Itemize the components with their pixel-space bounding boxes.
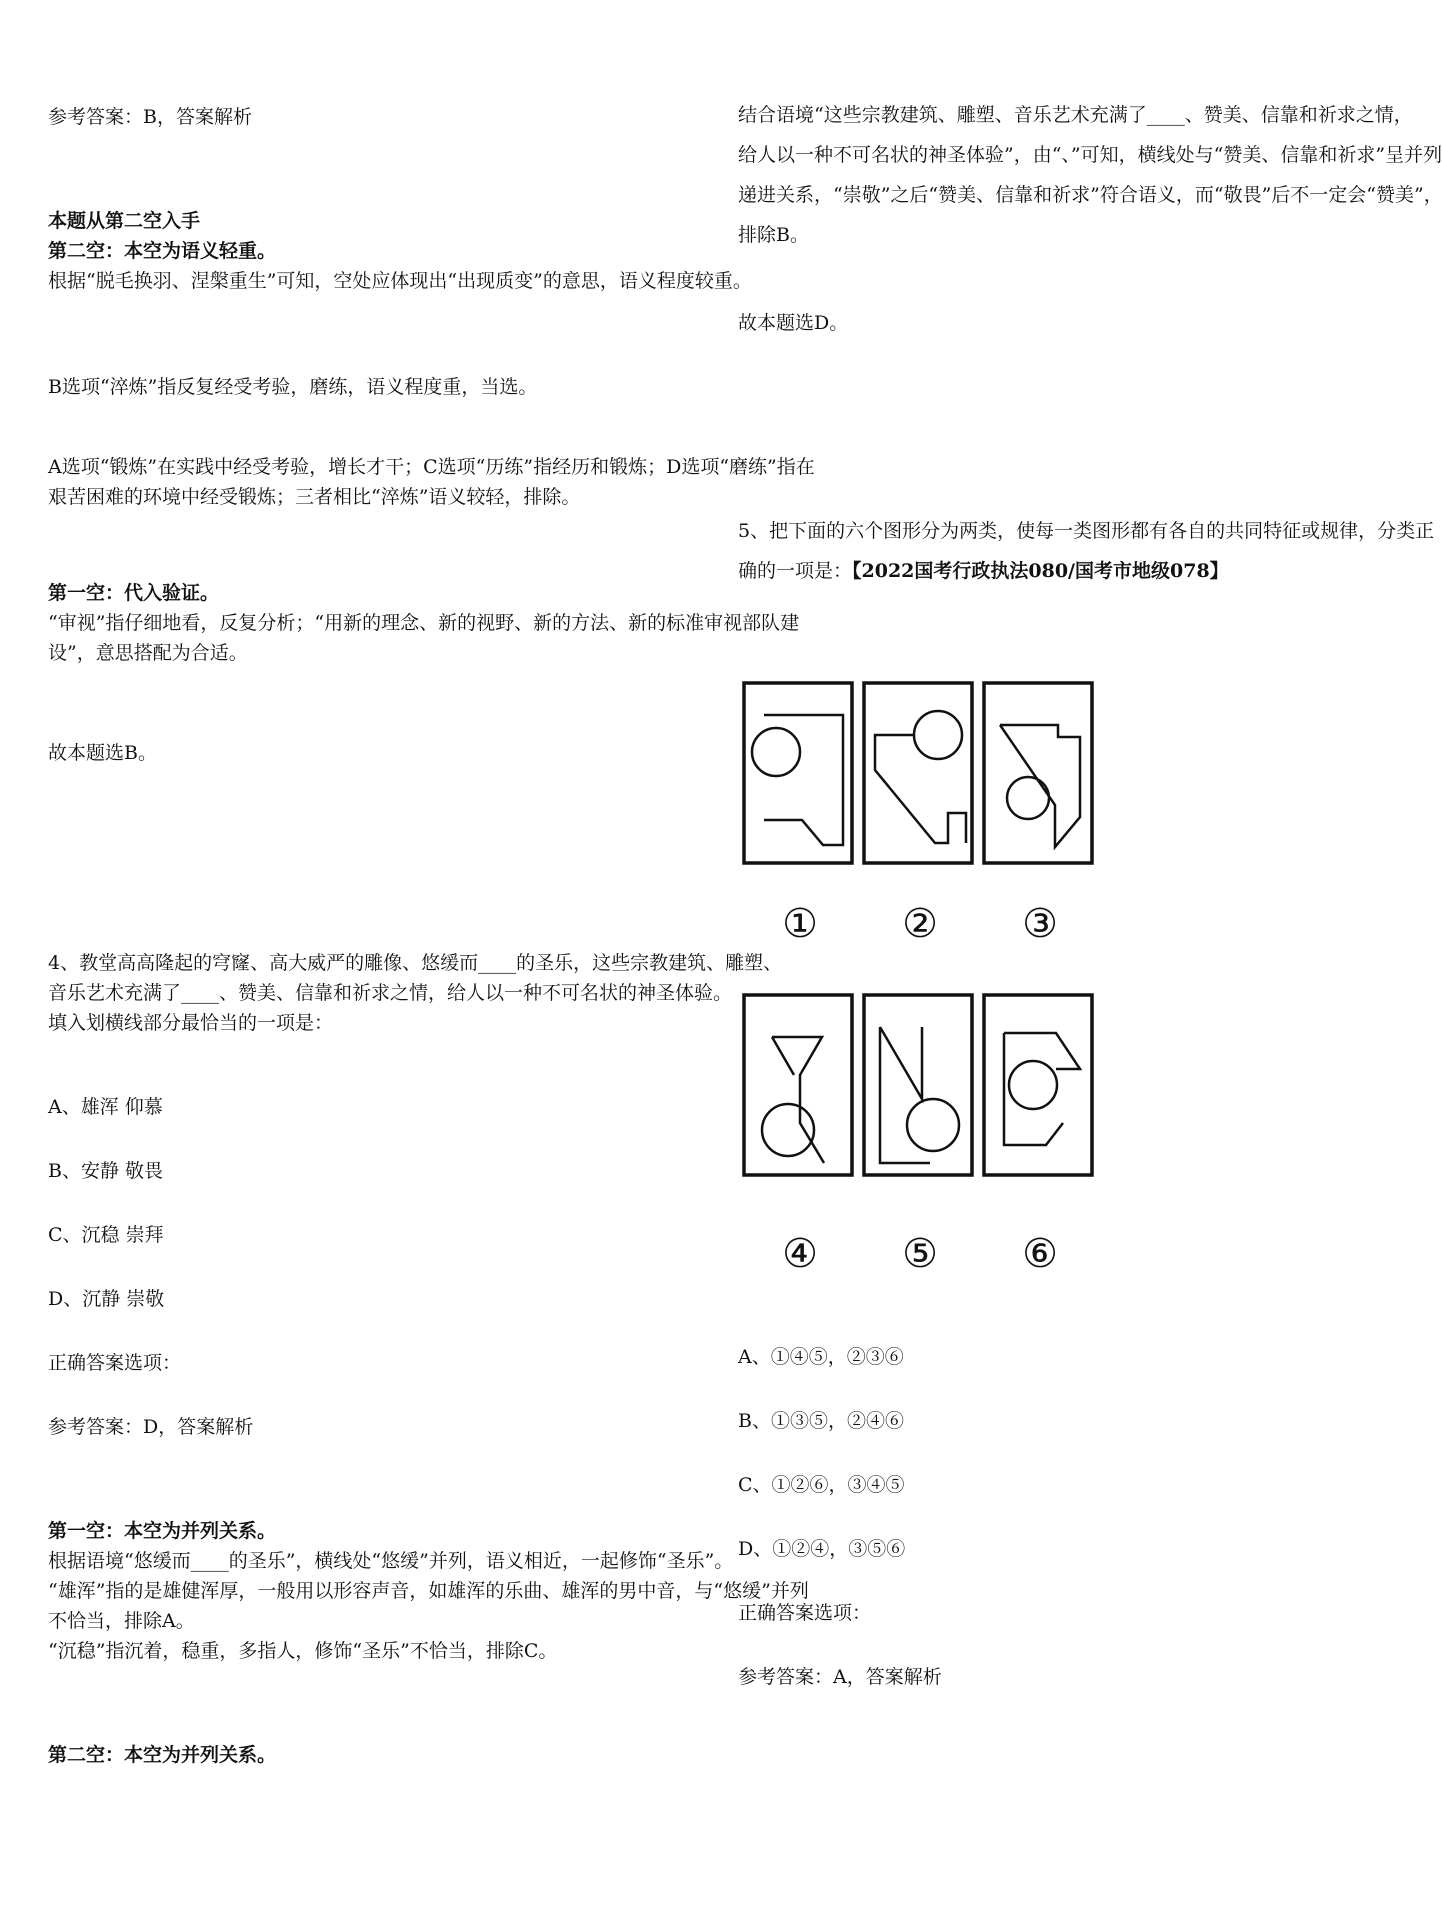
figure-label-1: ① <box>782 901 818 947</box>
paragraph: 给人以一种不可名状的神圣体验”，由“、”可知，横线处与“赞美、信靠和祈求”呈并列 <box>738 144 1443 166</box>
figure-label-2: ② <box>902 901 938 947</box>
option-b: B、安静 敬畏 <box>48 1160 164 1182</box>
conclusion: 故本题选B。 <box>48 742 157 764</box>
paragraph: “审视”指仔细地看，反复分析；“用新的理念、新的视野、新的方法、新的标准审视部队建 <box>48 612 800 634</box>
correct-answer-label: 正确答案选项： <box>48 1352 182 1374</box>
section-heading: 本题从第二空入手 <box>48 210 201 232</box>
figure-1 <box>744 683 852 863</box>
paragraph: “雄浑”指的是雄健浑厚，一般用以形容声音，如雄浑的乐曲、雄浑的男中音，与“悠缓”并列 <box>48 1580 809 1602</box>
paragraph: 排除B。 <box>738 224 809 246</box>
correct-answer-label: 正确答案选项： <box>738 1602 872 1624</box>
paragraph: 根据语境“悠缓而____的圣乐”，横线处“悠缓”并列，语义相近，一起修饰“圣乐”。 <box>48 1550 734 1572</box>
figure-6 <box>984 995 1092 1175</box>
figure-3 <box>984 683 1092 863</box>
conclusion: 故本题选D。 <box>738 312 849 334</box>
section-heading: 第一空：本空为并列关系。 <box>48 1520 277 1542</box>
question-source: 【2022国考行政执法080/国考市地级078】 <box>852 560 1229 582</box>
paragraph: B选项“淬炼”指反复经受考验，磨练，语义程度重，当选。 <box>48 376 538 398</box>
section-heading: 第二空：本空为语义轻重。 <box>48 240 277 262</box>
reference-answer: 参考答案：A，答案解析 <box>738 1666 942 1688</box>
figure-2 <box>864 683 972 863</box>
figure-5 <box>864 995 972 1175</box>
question-prompt: 填入划横线部分最恰当的一项是： <box>48 1012 334 1034</box>
question-text <box>738 558 1229 585</box>
question-text: 音乐艺术充满了____、赞美、信靠和祈求之情，给人以一种不可名状的神圣体验。 <box>48 982 733 1004</box>
figure-label-3: ③ <box>1022 901 1058 947</box>
question-text: 5、把下面的六个图形分为两类，使每一类图形都有各自的共同特征或规律，分类正 <box>738 520 1435 542</box>
option-a: A、雄浑 仰慕 <box>48 1096 163 1118</box>
reference-answer: 参考答案：D，答案解析 <box>48 1416 254 1438</box>
question-text-start: 确的一项是： <box>738 560 853 582</box>
paragraph: 根据“脱毛换羽、涅槃重生”可知，空处应体现出“出现质变”的意思，语义程度较重。 <box>48 270 752 292</box>
figure-label-6: ⑥ <box>1022 1231 1058 1277</box>
paragraph: 不恰当，排除A。 <box>48 1610 195 1632</box>
paragraph: 设”，意思搭配为合适。 <box>48 642 248 664</box>
figure-4 <box>744 995 852 1175</box>
figure-label-4: ④ <box>782 1231 818 1277</box>
reference-answer: 参考答案：B，答案解析 <box>48 106 252 128</box>
paragraph: 递进关系，“崇敬”之后“赞美、信靠和祈求”符合语义，而“敬畏”后不一定会“赞美”， <box>738 184 1443 206</box>
option-d: D、沉静 崇敬 <box>48 1288 165 1310</box>
shape-figure <box>738 675 1108 1295</box>
option-d: D、①②④，③⑤⑥ <box>738 1538 906 1560</box>
paragraph: “沉稳”指沉着，稳重，多指人，修饰“圣乐”不恰当，排除C。 <box>48 1640 558 1662</box>
section-heading: 第二空：本空为并列关系。 <box>48 1744 277 1766</box>
option-a: A、①④⑤，②③⑥ <box>738 1346 904 1368</box>
option-c: C、沉稳 崇拜 <box>48 1224 164 1246</box>
paragraph: A选项“锻炼”在实践中经受考验，增长才干；C选项“历练”指经历和锻炼；D选项“磨练”指在 <box>48 456 815 478</box>
section-heading: 第一空：代入验证。 <box>48 582 220 604</box>
option-c: C、①②⑥，③④⑤ <box>738 1474 905 1496</box>
option-b: B、①③⑤，②④⑥ <box>738 1410 904 1432</box>
paragraph: 艰苦困难的环境中经受锻炼；三者相比“淬炼”语义较轻，排除。 <box>48 486 581 508</box>
paragraph: 结合语境“这些宗教建筑、雕塑、音乐艺术充满了____、赞美、信靠和祈求之情， <box>738 104 1413 126</box>
figure-label-5: ⑤ <box>902 1231 938 1277</box>
question-text: 4、教堂高高隆起的穹窿、高大威严的雕像、悠缓而____的圣乐，这些宗教建筑、雕塑、 <box>48 952 783 974</box>
